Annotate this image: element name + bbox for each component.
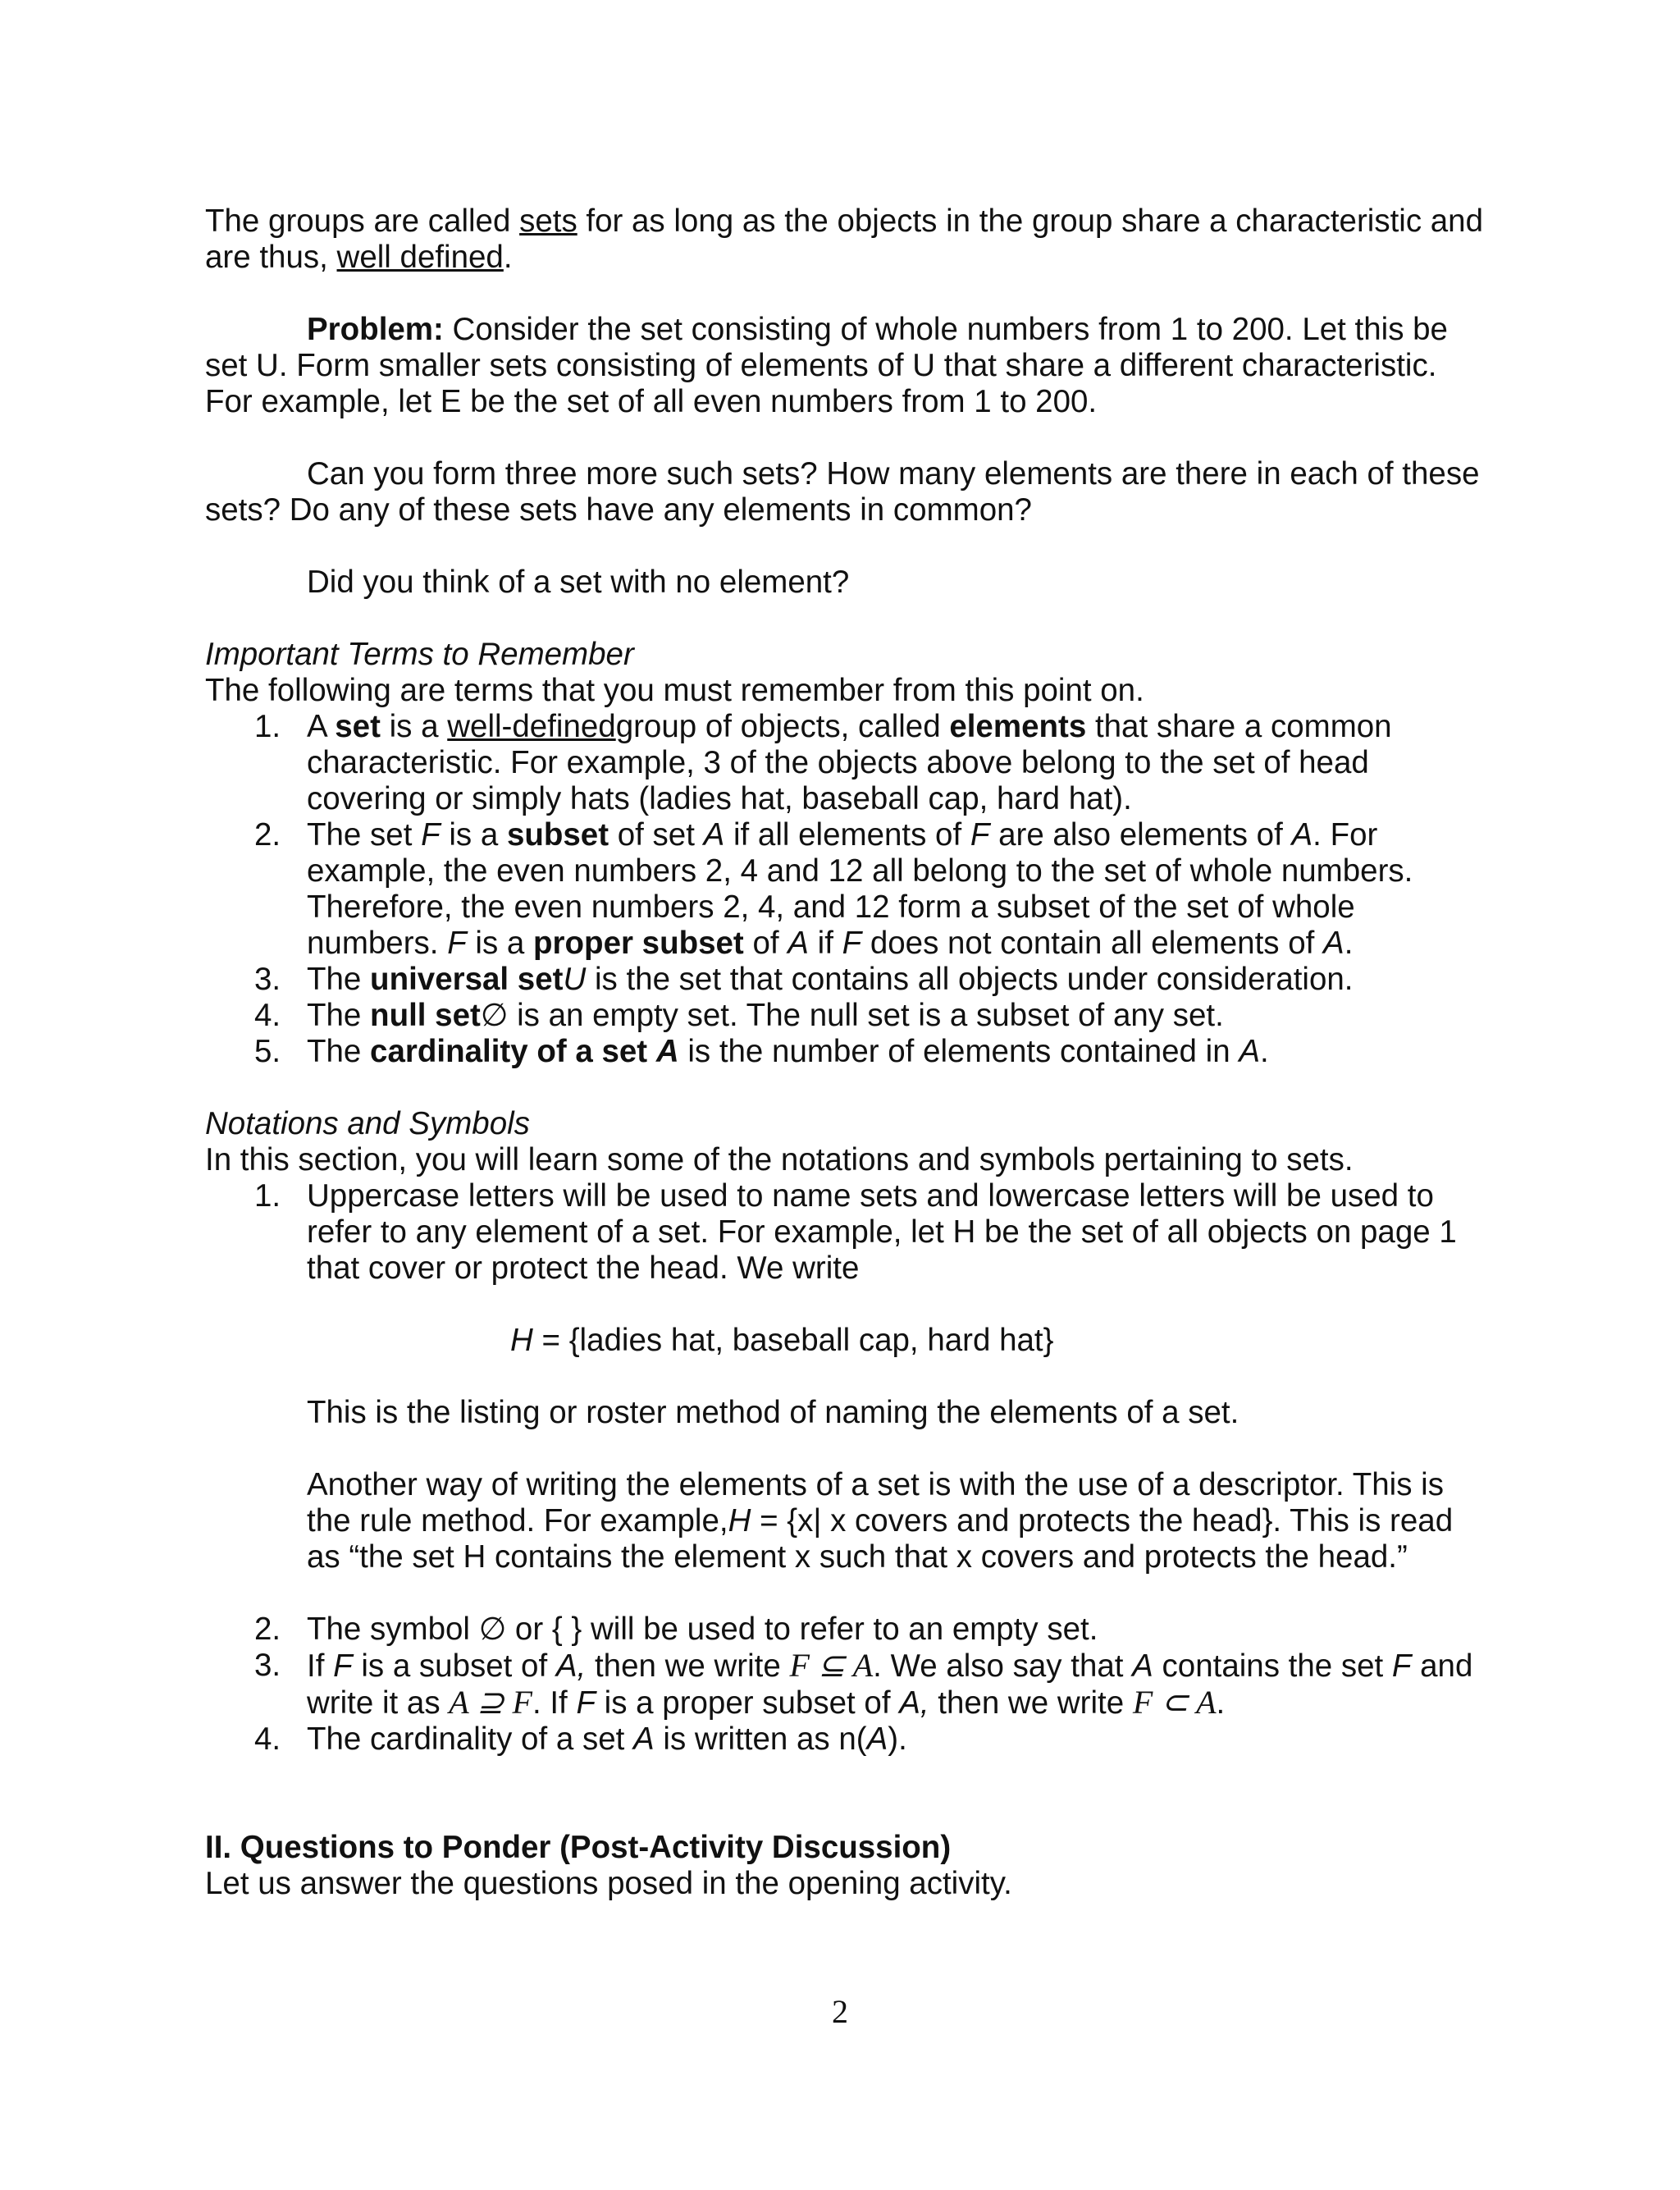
var: F xyxy=(842,926,862,961)
text: are also elements of xyxy=(989,817,1292,853)
var: F xyxy=(970,817,990,853)
text: is the set that contains all objects under consideration. xyxy=(586,962,1354,997)
problem-text: Consider the set consisting of whole numbers from 1 to 200. Let this be set U. Form smaller sets consisting of elements of U that share a different characteristic. For example, let E be the set of all even numbers from 1 to 200. xyxy=(205,312,1448,419)
text: is a xyxy=(466,926,534,961)
notations-list xyxy=(205,1178,1485,1758)
var: A, xyxy=(899,1685,929,1721)
text: ). xyxy=(888,1721,907,1757)
list-number: 4. xyxy=(254,998,281,1033)
list-number: 3. xyxy=(254,1648,281,1683)
text: The xyxy=(307,962,371,997)
text: if all elements of xyxy=(724,817,970,853)
empty-set-symbol: ∅ xyxy=(480,998,509,1033)
list-number: 3. xyxy=(254,962,281,997)
text: The cardinality of a set xyxy=(307,1721,634,1757)
text: The set xyxy=(307,817,422,853)
list-number: 2. xyxy=(254,817,281,853)
terms-heading: Important Terms to Remember xyxy=(205,637,634,672)
section-heading: II. Questions to Ponder (Post-Activity Discussion) xyxy=(205,1830,952,1865)
list-item xyxy=(205,709,1485,817)
document-page xyxy=(205,203,1485,1902)
terms-intro: The following are terms that you must remember from this point on. xyxy=(205,673,1144,708)
var: A xyxy=(1239,1034,1261,1069)
empty-set-symbol: ∅ xyxy=(478,1612,507,1647)
proper-subset-notation: F ⊂ A xyxy=(1132,1684,1217,1721)
var: F xyxy=(333,1648,353,1684)
var: F xyxy=(447,926,467,961)
term-sets: sets xyxy=(519,203,578,239)
text: . For example, the even numbers 2, 4 and 12 all belong to the set of whole numbers. Therefore, the even numbers 2, 4, and 12 form a subset of the set of whole numbers. xyxy=(307,817,1413,961)
text: Another way of writing the elements of a set is with the use of a descriptor. This is the rule method. For example, xyxy=(307,1467,1444,1538)
term-set: set xyxy=(335,709,381,744)
page-number: 2 xyxy=(832,1993,848,2030)
var: A xyxy=(788,926,809,961)
term-universal-set: universal set xyxy=(370,962,564,997)
text: The xyxy=(307,1034,371,1069)
text: is the number of elements contained in xyxy=(678,1034,1239,1069)
text: . xyxy=(1216,1685,1226,1721)
text: of xyxy=(743,926,788,961)
list-number: 1. xyxy=(254,709,281,744)
text: then we write xyxy=(929,1685,1133,1721)
var: A xyxy=(866,1721,888,1757)
text: of set xyxy=(609,817,704,853)
term-null-set: null set xyxy=(370,998,481,1033)
var: F xyxy=(1391,1648,1412,1684)
roster-example xyxy=(307,1323,1485,1359)
text: The symbol xyxy=(307,1612,479,1647)
list-item xyxy=(205,998,1485,1034)
text: A xyxy=(307,709,336,744)
list-item xyxy=(205,1612,1485,1648)
list-number: 1. xyxy=(254,1178,281,1214)
text: If xyxy=(307,1648,334,1684)
problem-label: Problem: xyxy=(307,312,444,347)
text: . We also say that xyxy=(873,1648,1133,1684)
list-number: 4. xyxy=(254,1721,281,1757)
var: H xyxy=(510,1323,533,1358)
superset-notation: A ⊇ F xyxy=(449,1684,532,1721)
text: . If xyxy=(532,1685,577,1721)
text: The xyxy=(307,998,371,1033)
text: contains the set xyxy=(1153,1648,1392,1684)
text: is a subset of xyxy=(352,1648,556,1684)
list-item xyxy=(205,1034,1485,1070)
text: = {x| x covers and protects the head}. This is read as “the set H contains the element x such that x covers and protects the head.” xyxy=(307,1503,1454,1575)
list-number: 5. xyxy=(254,1034,281,1069)
var: F xyxy=(576,1685,596,1721)
term-elements: elements xyxy=(949,709,1087,744)
text: if xyxy=(808,926,842,961)
list-item xyxy=(205,1178,1485,1612)
intro-text: for as long as the objects in the group share a characteristic and are thus, xyxy=(205,203,1484,275)
terms-list xyxy=(205,709,1485,1070)
list-item xyxy=(205,817,1485,962)
text: Uppercase letters will be used to name sets and lowercase letters will be used to refer to any element of a set. For example, let H be the set of all objects on page 1 that cover or protect the head. We write xyxy=(307,1178,1457,1286)
text: that share a common characteristic. For example, 3 of the objects above belong to the set of head covering or simply hats (ladies hat, baseball cap, hard hat). xyxy=(307,709,1392,816)
list-item xyxy=(205,962,1485,998)
notations-intro: In this section, you will learn some of the notations and symbols pertaining to sets. xyxy=(205,1142,1354,1177)
subset-notation: F ⊆ A xyxy=(789,1647,874,1684)
text: group of objects, called xyxy=(615,709,950,744)
term-cardinality: cardinality of a set xyxy=(370,1034,656,1069)
var: U xyxy=(563,962,587,997)
section-text: Let us answer the questions posed in the opening activity. xyxy=(205,1866,1012,1901)
text: is an empty set. The null set is a subset of any set. xyxy=(508,998,1224,1033)
intro-paragraph xyxy=(205,203,1485,276)
var: A xyxy=(633,1721,655,1757)
term-well-defined: well defined xyxy=(336,240,504,275)
text: and write it as xyxy=(307,1648,1473,1721)
term-proper-subset: proper subset xyxy=(533,926,744,961)
var: A xyxy=(703,817,725,853)
rule-method-text xyxy=(307,1467,1485,1575)
text: is written as n( xyxy=(654,1721,867,1757)
var: A xyxy=(1132,1648,1153,1684)
intro-text: . xyxy=(503,240,513,275)
term-subset: subset xyxy=(506,817,609,853)
questions-paragraph: Can you form three more such sets? How many elements are there in each of these sets? Do any of these sets have any elements in common? xyxy=(205,456,1480,528)
list-item xyxy=(205,1648,1485,1721)
text: is a xyxy=(380,709,448,744)
text: is a xyxy=(440,817,507,853)
problem-paragraph xyxy=(205,312,1485,420)
var: A xyxy=(1323,926,1344,961)
var: A xyxy=(655,1034,679,1069)
var: A xyxy=(1291,817,1313,853)
text: or { } will be used to refer to an empty set. xyxy=(506,1612,1098,1647)
list-item xyxy=(205,1721,1485,1758)
intro-text: The groups are called xyxy=(205,203,520,239)
var: F xyxy=(421,817,441,853)
list-number: 2. xyxy=(254,1612,281,1647)
text: . xyxy=(1344,926,1354,961)
text: . xyxy=(1260,1034,1269,1069)
roster-method-text: This is the listing or roster method of naming the elements of a set. xyxy=(307,1395,1239,1430)
text: then we write xyxy=(586,1648,790,1684)
notations-heading: Notations and Symbols xyxy=(205,1106,530,1141)
var: H xyxy=(728,1503,751,1538)
text: is a proper subset of xyxy=(595,1685,900,1721)
text: = {ladies hat, baseball cap, hard hat} xyxy=(532,1323,1054,1358)
text: does not contain all elements of xyxy=(861,926,1324,961)
var: A, xyxy=(555,1648,587,1684)
term-well-defined: well-defined xyxy=(447,709,616,744)
null-question: Did you think of a set with no element? xyxy=(307,565,850,600)
